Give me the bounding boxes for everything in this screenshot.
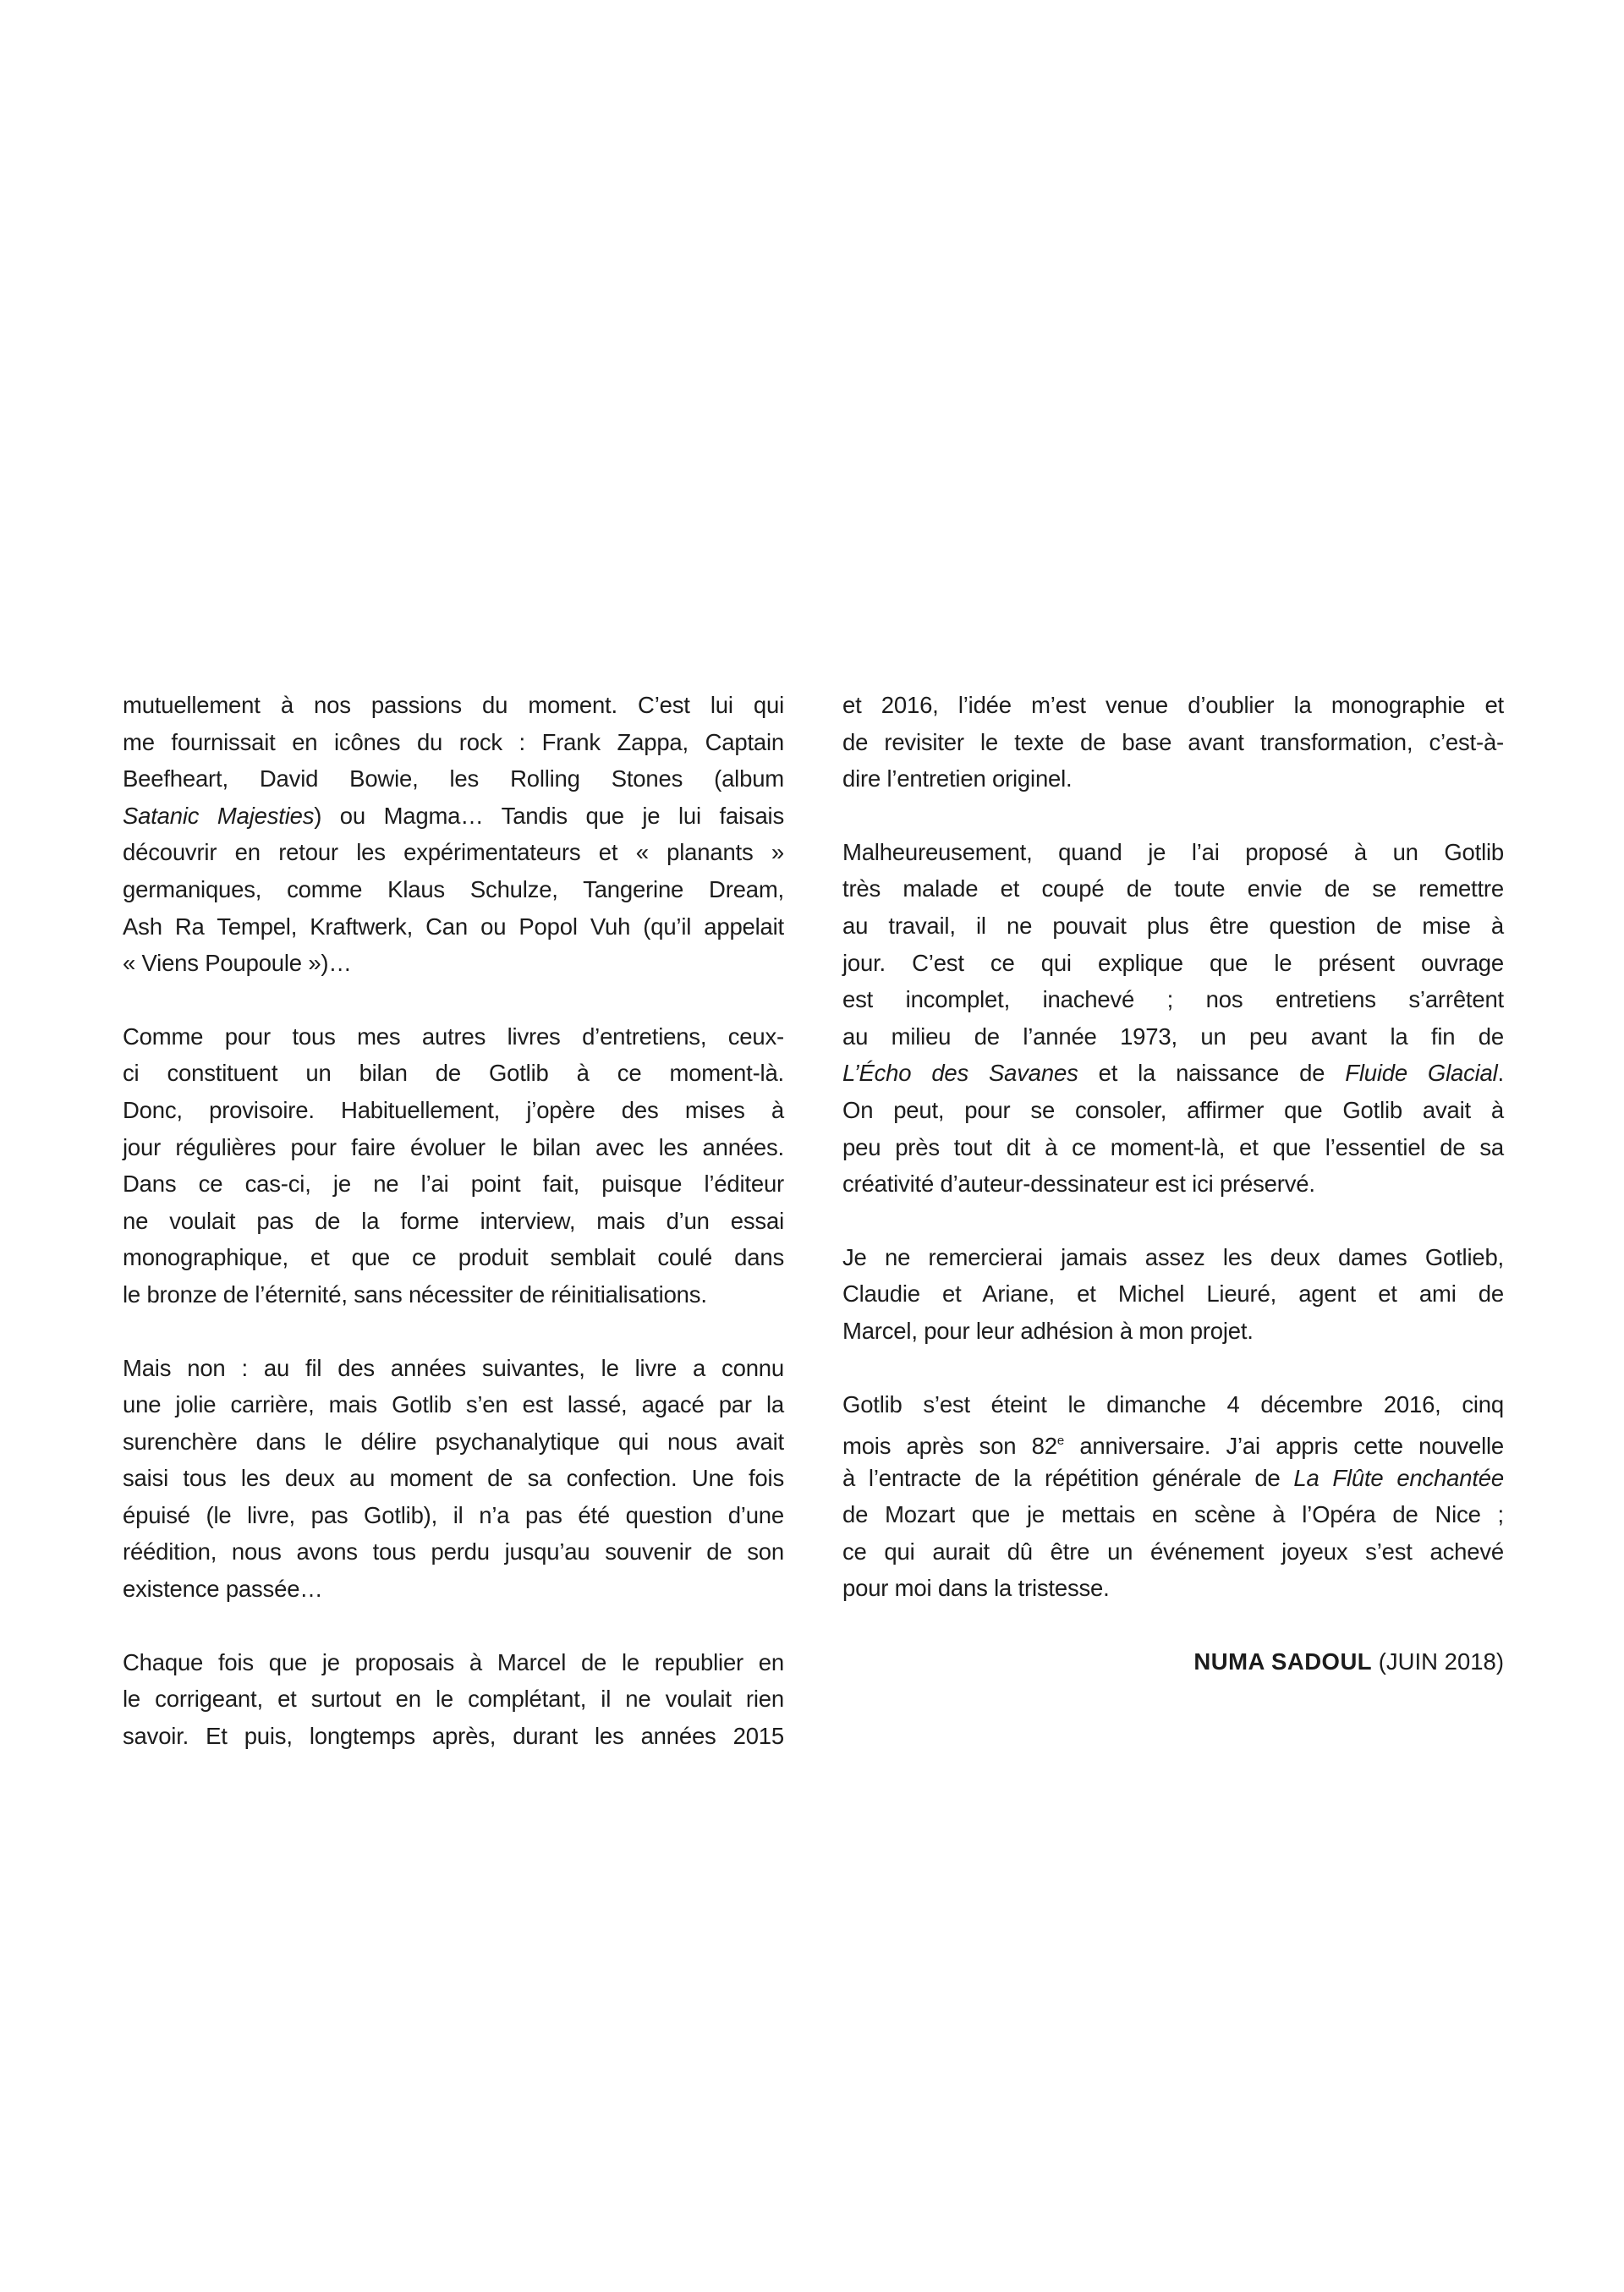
text-line: Dans ce cas-ci, je ne l’ai point fait, puisque l’éditeur: [123, 1171, 784, 1198]
text-line: jour régulières pour faire évoluer le bilan avec les années.: [123, 1133, 784, 1160]
text-fragment: .: [1497, 1060, 1504, 1087]
text-line: Marcel, pour leur adhésion à mon projet.: [842, 1317, 1254, 1344]
text-line: Mais non : au fil des années suivantes, le livre a connu: [123, 1354, 784, 1381]
text-line: me fournissait en icônes du rock : Frank Zappa, Captain: [123, 728, 784, 755]
text-line: Ash Ra Tempel, Kraftwerk, Can ou Popol Vuh (qu’il appelait: [123, 913, 784, 940]
text-line: une jolie carrière, mais Gotlib s’en est lassé, agacé par la: [123, 1391, 784, 1418]
text-line: au milieu de l’année 1973, un peu avant la fin de: [842, 1023, 1504, 1050]
opera-title: La Flûte enchantée: [1293, 1464, 1504, 1491]
text-line: Je ne remercierai jamais assez les deux dames Gotlieb,: [842, 1243, 1504, 1270]
text-fragment: anniversaire. J’ai appris cette nouvelle: [1064, 1433, 1504, 1460]
text-line: très malade et coupé de toute envie de se remettre: [842, 875, 1504, 902]
text-fragment: et la naissance de: [1078, 1060, 1346, 1087]
text-line: On peut, pour se consoler, affirmer que Gotlib avait à: [842, 1096, 1504, 1123]
paragraph-thanks: [842, 1239, 1504, 1350]
text-line: existence passée…: [123, 1576, 323, 1603]
text-line: [123, 798, 784, 835]
text-line: créativité d’auteur-dessinateur est ici préservé.: [842, 1171, 1315, 1198]
text-fragment: à l’entracte de la répétition générale de: [842, 1464, 1294, 1491]
text-fragment: ) ou Magma… Tandis que je lui faisais: [314, 802, 784, 829]
text-line: est incomplet, inachevé ; nos entretiens s’arrêtent: [842, 986, 1504, 1013]
text-line: Malheureusement, quand je l’ai proposé à un Gotlib: [842, 838, 1504, 865]
text-line: [842, 1460, 1504, 1497]
magazine-title: L’Écho des Savanes: [842, 1060, 1078, 1087]
text-line: savoir. Et puis, longtemps après, durant les années 2015: [123, 1722, 784, 1749]
text-line: monographique, et que ce produit semblait coulé dans: [123, 1244, 784, 1271]
author-signature: [842, 1643, 1504, 1681]
left-column: [123, 687, 784, 1790]
text-line: Gotlib s’est éteint le dimanche 4 décembre 2016, cinq: [842, 1390, 1504, 1417]
text-line: Donc, provisoire. Habituellement, j’opère des mises à: [123, 1096, 784, 1123]
ordinal-superscript: e: [1056, 1434, 1065, 1449]
text-line: [842, 1423, 1504, 1460]
text-line: mutuellement à nos passions du moment. C’est lui qui: [123, 692, 784, 718]
paragraph-rock-icons: [123, 687, 784, 982]
text-line: dire l’entretien originel.: [842, 765, 1073, 792]
text-line: saisi tous les deux au moment de sa confection. Une fois: [123, 1465, 784, 1492]
paragraph-book-career: [123, 1350, 784, 1608]
magazine-title: Fluide Glacial: [1345, 1060, 1498, 1087]
text-line: ne voulait pas de la forme interview, mais d’un essai: [123, 1207, 784, 1234]
signature-date: (JUIN 2018): [1372, 1648, 1504, 1675]
paragraph-unfinished: [842, 834, 1504, 1203]
text-line: le bronze de l’éternité, sans nécessiter de réinitialisations.: [123, 1280, 707, 1308]
text-line: pour moi dans la tristesse.: [842, 1575, 1110, 1602]
text-line: épuisé (le livre, pas Gotlib), il n’a pas été question d’une: [123, 1501, 784, 1528]
text-line: surenchère dans le délire psychanalytique qui nous avait: [123, 1428, 784, 1455]
text-line: découvrir en retour les expérimentateurs et « planants »: [123, 839, 784, 866]
text-line: jour. C’est ce qui explique que le présent ouvrage: [842, 949, 1504, 976]
text-line: Comme pour tous mes autres livres d’entretiens, ceux-: [123, 1023, 784, 1050]
text-line: ce qui aurait dû être un événement joyeux s’est achevé: [842, 1538, 1504, 1565]
text-line: de revisiter le texte de base avant transformation, c’est-à-: [842, 728, 1504, 755]
text-line: ci constituent un bilan de Gotlib à ce moment-là.: [123, 1060, 784, 1087]
text-line: Claudie et Ariane, et Michel Lieuré, agent et ami de: [842, 1280, 1504, 1308]
text-line: au travail, il ne pouvait plus être question de mise à: [842, 912, 1504, 939]
paragraph-death: [842, 1386, 1504, 1608]
text-line: Beefheart, David Bowie, les Rolling Stones (album: [123, 765, 784, 792]
text-line: réédition, nous avons tous perdu jusqu’au souvenir de son: [123, 1538, 784, 1565]
paragraph-interview-books: [123, 1018, 784, 1313]
text-line: le corrigeant, et surtout en le complétant, il ne voulait rien: [123, 1686, 784, 1713]
text-line: Chaque fois que je proposais à Marcel de le republier en: [123, 1648, 784, 1675]
text-line: « Viens Poupoule »)…: [123, 950, 352, 977]
text-line: [842, 1055, 1504, 1092]
paragraph-revisit: [842, 687, 1504, 798]
album-title: Satanic Majesties: [123, 802, 315, 829]
text-fragment: mois après son 82: [842, 1433, 1057, 1460]
right-column: [842, 687, 1504, 1681]
text-line: de Mozart que je mettais en scène à l’Opéra de Nice ;: [842, 1501, 1504, 1528]
text-line: et 2016, l’idée m’est venue d’oublier la monographie et: [842, 692, 1504, 718]
author-name: NUMA SADOUL: [1193, 1648, 1373, 1675]
paragraph-republish: [123, 1644, 784, 1755]
text-line: germaniques, comme Klaus Schulze, Tangerine Dream,: [123, 875, 784, 902]
text-line: peu près tout dit à ce moment-là, et que l’essentiel de sa: [842, 1133, 1504, 1160]
